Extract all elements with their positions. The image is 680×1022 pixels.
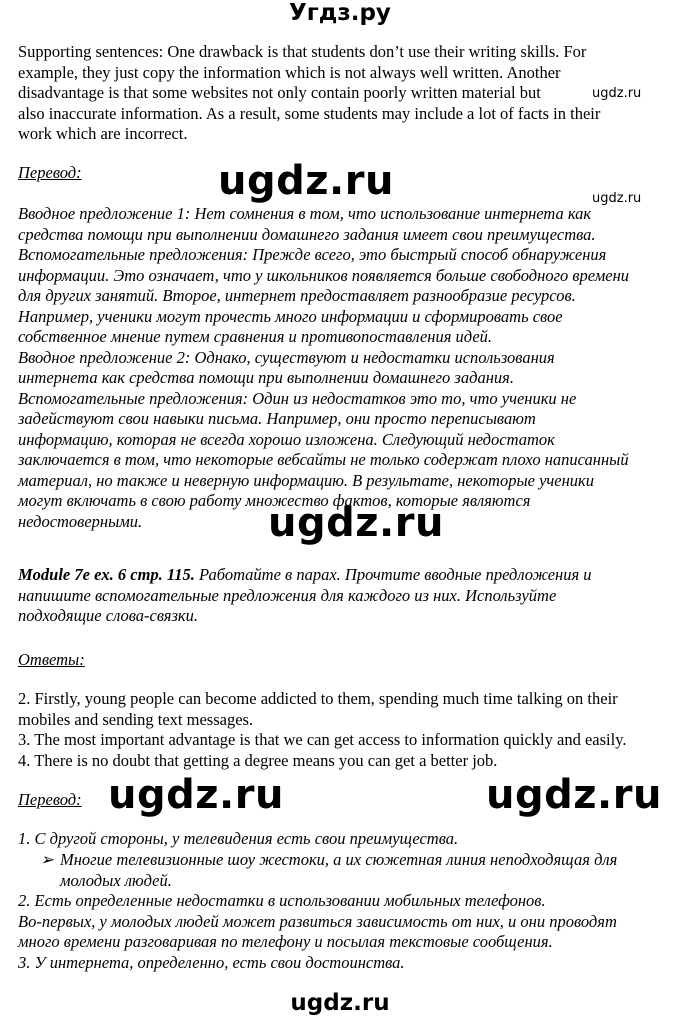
arrow-bullet-icon: ➢ [40,850,54,869]
text-line: work which are incorrect. [18,124,188,143]
text-line: 2. Есть определенные недостатки в использовании мобильных телефонов. [18,891,546,910]
text-line: 3. У интернета, определенно, есть свои достоинства. [18,952,405,972]
text-line: Вводное предложение 2: Однако, существуют и недостатки использования [18,347,555,367]
text-line: Вводное предложение 1: Нет сомнения в том, что использование интернета как [18,204,592,223]
text-line: интернета как средства помощи при выполнении домашнего задания. [18,368,514,387]
site-header-title: Угдз.ру [289,0,391,26]
text-line: для других занятий. Второе, интернет предоставляет разнообразие ресурсов. [18,286,576,305]
text-line: материал, но также и неверную информацию. В результате, некоторые ученики [18,470,595,490]
text-line: Supporting sentences: One drawback is that students don’t use their writing skills. For [18,42,587,61]
answer-line: 2. Firstly, young people can become addicted to them, spending much time talking on their [18,689,618,708]
watermark-big: ugdz.ru [268,500,444,546]
text-line: Вспомогательные предложения: Один из недостатков это то, что ученики не [18,388,577,408]
bullet-item [40,850,670,891]
translation-line: 1. С другой стороны, у телевидения есть свои преимущества. [18,829,459,848]
text-line: недостоверными. [18,511,143,531]
text-line: Многие телевизионные шоу жестоки, а их сюжетная линия неподходящая для [60,850,618,869]
text-line: молодых людей. [60,870,172,890]
site-footer: ugdz.ru [290,990,390,1016]
text-line: заключается в том, что некоторые вебсайты не только содержат плохо написанный [18,450,629,469]
watermark-small: ugdz.ru [592,191,642,206]
answer-line: mobiles and sending text messages. [18,709,254,729]
answer-line: 3. The most important advantage is that we can get access to information quickly and easily. [18,730,627,749]
answers-label: Ответы: [18,650,85,669]
text-line: Например, ученики могут прочесть много информации и сформировать свое [18,306,563,326]
module-reference: Module 7e ex. 6 стр. 115. [18,565,195,584]
instruction-text: Работайте в парах. Прочтите вводные предложения и [194,565,592,584]
text-line: example, they just copy the information which is not always well written. Another [18,62,561,82]
text-line: подходящие слова-связки. [18,606,198,625]
watermark-big: ugdz.ru [218,158,394,204]
text-line: информации. Это означает, что у школьников появляется больше свободного времени [18,265,630,285]
watermark-small: ugdz.ru [592,86,642,101]
text-line: информацию, которая не всегда хорошо изложена. Следующий недостаток [18,429,555,449]
text-line: напишите вспомогательные предложения для каждого из них. Используйте [18,585,557,605]
english-paragraph [18,42,668,145]
text-line: много времени разговаривая по телефону и посылая текстовые сообщения. [18,932,553,951]
answer-line: 4. There is no doubt that getting a degree means you can get a better job. [18,750,498,770]
translation-paragraph [18,891,668,973]
watermark-big: ugdz.ru [108,772,284,818]
watermark-big: ugdz.ru [486,772,662,818]
text-line: disadvantage is that some websites not only contain poorly written material but [18,83,541,102]
text-line: Вспомогательные предложения: Прежде всего, это быстрый способ обнаружения [18,245,607,264]
text-line: могут включать в свою работу множество фактов, которые являются [18,491,531,510]
translation-label: Перевод: [18,790,82,809]
text-line: средства помощи при выполнении домашнего задания имеет свои преимущества. [18,224,596,244]
module-instruction [18,565,668,627]
text-line [18,565,668,586]
translation-label: Перевод: [18,163,82,182]
text-line: Во-первых, у молодых людей может развиться зависимость от них, и они проводят [18,911,617,931]
text-line: задействуют свои навыки письма. Например, они просто переписывают [18,409,536,428]
translation-paragraph [18,204,668,532]
answers-list [18,689,668,771]
text-line: also inaccurate information. As a result, some students may include a lot of facts in their [18,103,601,123]
text-line: собственное мнение путем сравнения и противопоставления идей. [18,327,493,346]
